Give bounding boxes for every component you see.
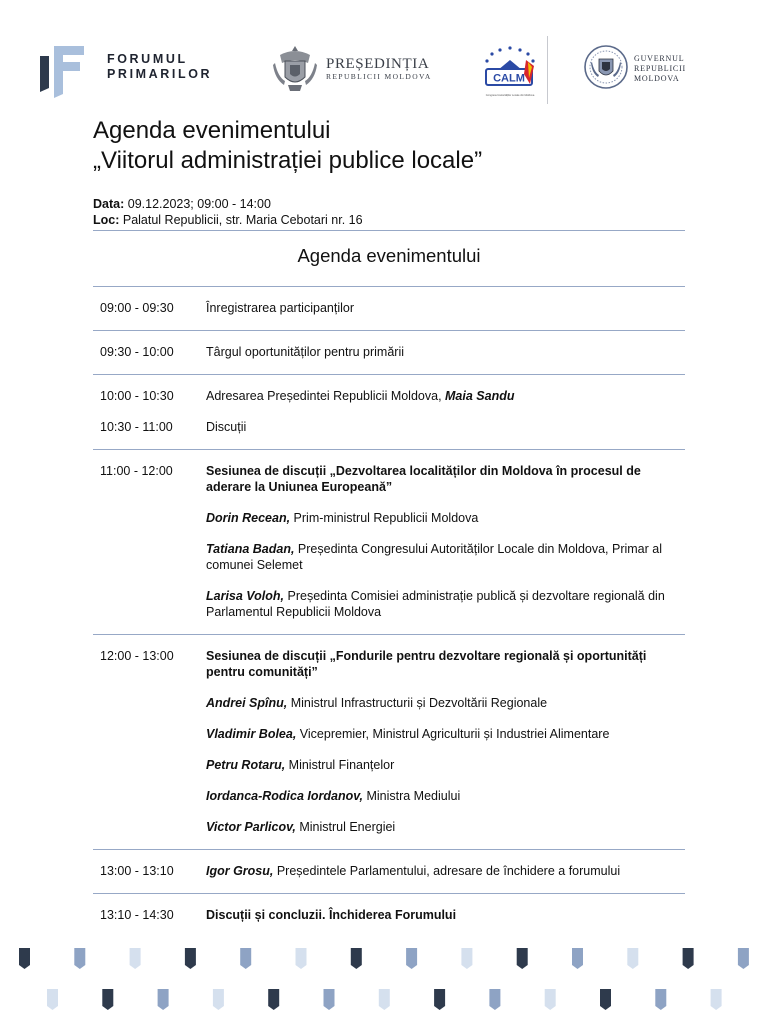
agenda-row xyxy=(93,463,685,495)
speaker-name: Dorin Recean, xyxy=(206,511,291,525)
speaker-role: Ministrul Energiei xyxy=(295,820,396,834)
speaker-row xyxy=(93,788,685,804)
logo-divider xyxy=(547,36,548,104)
speaker-row xyxy=(93,510,685,526)
session-title: Sesiunea de discuții „Dezvoltarea localităților din Moldova în procesul de aderare la Uniunea Europeană” xyxy=(206,464,641,494)
agenda-time: 10:00 - 10:30 xyxy=(100,389,174,403)
agenda-row xyxy=(93,863,685,879)
shield-icon xyxy=(213,989,224,1010)
agenda-time: 09:30 - 10:00 xyxy=(100,345,174,359)
shield-icon xyxy=(324,989,335,1010)
agenda-time: 09:00 - 09:30 xyxy=(100,301,174,315)
speaker-role: Vicepremier, Ministrul Agriculturii și Industriei Alimentare xyxy=(296,727,610,741)
logo-bar xyxy=(0,36,768,106)
agenda-item: Discuții xyxy=(206,420,247,434)
shield-icon xyxy=(627,948,638,969)
agenda-table xyxy=(93,286,685,937)
shield-icon xyxy=(572,948,583,969)
agenda-row xyxy=(93,907,685,923)
header-divider xyxy=(93,230,685,231)
agenda-row xyxy=(93,344,685,360)
speaker-row xyxy=(93,819,685,835)
speaker-role: Președinta Congresului Autorităților Locale din Moldova, Primar al comunei Selemet xyxy=(206,542,663,572)
speaker-name: Tatiana Badan, xyxy=(206,542,295,556)
session-title: Sesiunea de discuții „Fondurile pentru dezvoltare regională și oportunități pentru comunități” xyxy=(206,649,647,679)
agenda-time: 13:10 - 14:30 xyxy=(100,908,174,922)
shield-icon xyxy=(738,948,749,969)
agenda-section-session-2 xyxy=(93,635,685,850)
speaker-name: Victor Parlicov, xyxy=(206,820,296,834)
title-line-1: Agenda evenimentului xyxy=(93,117,331,144)
coat-of-arms-icon xyxy=(272,43,318,93)
shield-icon xyxy=(711,989,722,1010)
speaker-row xyxy=(93,726,685,742)
shield-icon xyxy=(158,989,169,1010)
shield-icon xyxy=(240,948,251,969)
calm-caption: Congresul Autorităților Locale din Moldova xyxy=(485,94,535,97)
shield-icon xyxy=(351,948,362,969)
speaker-name: Andrei Spînu, xyxy=(206,696,288,710)
speaker-role: Președinta Comisiei administrație publică și dezvoltare regională din Parlamentul Republicii Moldova xyxy=(206,589,665,619)
speaker-name: Vladimir Bolea, xyxy=(206,727,297,741)
presedintia-wordmark: PREȘEDINȚIA REPUBLICII MOLDOVA xyxy=(326,56,432,81)
event-location: Loc: Palatul Republicii, str. Maria Cebotari nr. 16 xyxy=(93,213,363,227)
shield-icon xyxy=(655,989,666,1010)
shield-icon xyxy=(268,989,279,1010)
agenda-row xyxy=(93,419,685,435)
calm-label: CALM xyxy=(493,72,525,85)
shield-icon xyxy=(130,948,141,969)
speaker-name: Iordanca-Rodica Iordanov, xyxy=(206,789,363,803)
speaker-row xyxy=(93,541,685,573)
title-line-2: „Viitorul administrației publice locale” xyxy=(93,147,483,174)
shield-icon xyxy=(461,948,472,969)
agenda-time: 10:30 - 11:00 xyxy=(100,420,173,434)
agenda-section-conclusions xyxy=(93,894,685,937)
session-title: Discuții și concluzii. Închiderea Forumului xyxy=(206,908,457,922)
agenda-time: 12:00 - 13:00 xyxy=(100,649,174,663)
decorative-shield-pattern xyxy=(0,946,768,1016)
shield-icon xyxy=(406,948,417,969)
shield-icon xyxy=(74,948,85,969)
shield-icon xyxy=(185,948,196,969)
agenda-section-registration xyxy=(93,287,685,331)
shield-icon xyxy=(19,948,30,969)
agenda-item: Înregistrarea participanților xyxy=(206,301,354,315)
speaker-name: Maia Sandu xyxy=(445,389,515,403)
shield-icon xyxy=(683,948,694,969)
forumul-primarilor-logo xyxy=(38,42,88,98)
shield-icon xyxy=(517,948,528,969)
forumul-primarilor-wordmark: FORUMUL PRIMARILOR xyxy=(107,52,213,81)
agenda-heading: Agenda evenimentului xyxy=(297,245,481,266)
agenda-item: Târgul oportunităților pentru primării xyxy=(206,345,405,359)
document-title xyxy=(93,116,482,176)
agenda-row xyxy=(93,300,685,316)
calm-logo xyxy=(478,44,542,100)
speaker-role: Ministrul Infrastructurii și Dezvoltării Regionale xyxy=(287,696,548,710)
speaker-name: Larisa Voloh, xyxy=(206,589,285,603)
agenda-time: 13:00 - 13:10 xyxy=(100,864,174,878)
agenda-row xyxy=(93,388,685,404)
shield-icon xyxy=(47,989,58,1010)
agenda-section-address xyxy=(93,375,685,450)
agenda-section-closing-address xyxy=(93,850,685,894)
shield-icon xyxy=(545,989,556,1010)
guvernul-wordmark: GUVERNUL REPUBLICII MOLDOVA xyxy=(634,54,686,83)
agenda-time: 11:00 - 12:00 xyxy=(100,464,173,478)
agenda-section-session-1 xyxy=(93,450,685,635)
speaker-role: Ministrul Finanțelor xyxy=(285,758,395,772)
shield-icon xyxy=(102,989,113,1010)
speaker-name: Igor Grosu, xyxy=(206,864,274,878)
speaker-row xyxy=(93,588,685,620)
agenda-section-fair xyxy=(93,331,685,375)
shield-icon xyxy=(600,989,611,1010)
shield-icon xyxy=(489,989,500,1010)
speaker-name: Petru Rotaru, xyxy=(206,758,286,772)
shield-icon xyxy=(379,989,390,1010)
agenda-item: Igor Grosu, Președintele Parlamentului, adresare de închidere a forumului xyxy=(206,864,621,878)
speaker-row xyxy=(93,757,685,773)
event-details xyxy=(93,196,363,228)
speaker-role: Prim-ministrul Republicii Moldova xyxy=(290,511,479,525)
speaker-role: Ministra Mediului xyxy=(362,789,461,803)
event-date: Data: 09.12.2023; 09:00 - 14:00 xyxy=(93,197,271,211)
shield-icon xyxy=(296,948,307,969)
agenda-item: Adresarea Președintei Republicii Moldova, Maia Sandu xyxy=(206,389,515,403)
speaker-row xyxy=(93,695,685,711)
government-seal-icon xyxy=(583,44,629,90)
agenda-row xyxy=(93,648,685,680)
shield-icon xyxy=(434,989,445,1010)
